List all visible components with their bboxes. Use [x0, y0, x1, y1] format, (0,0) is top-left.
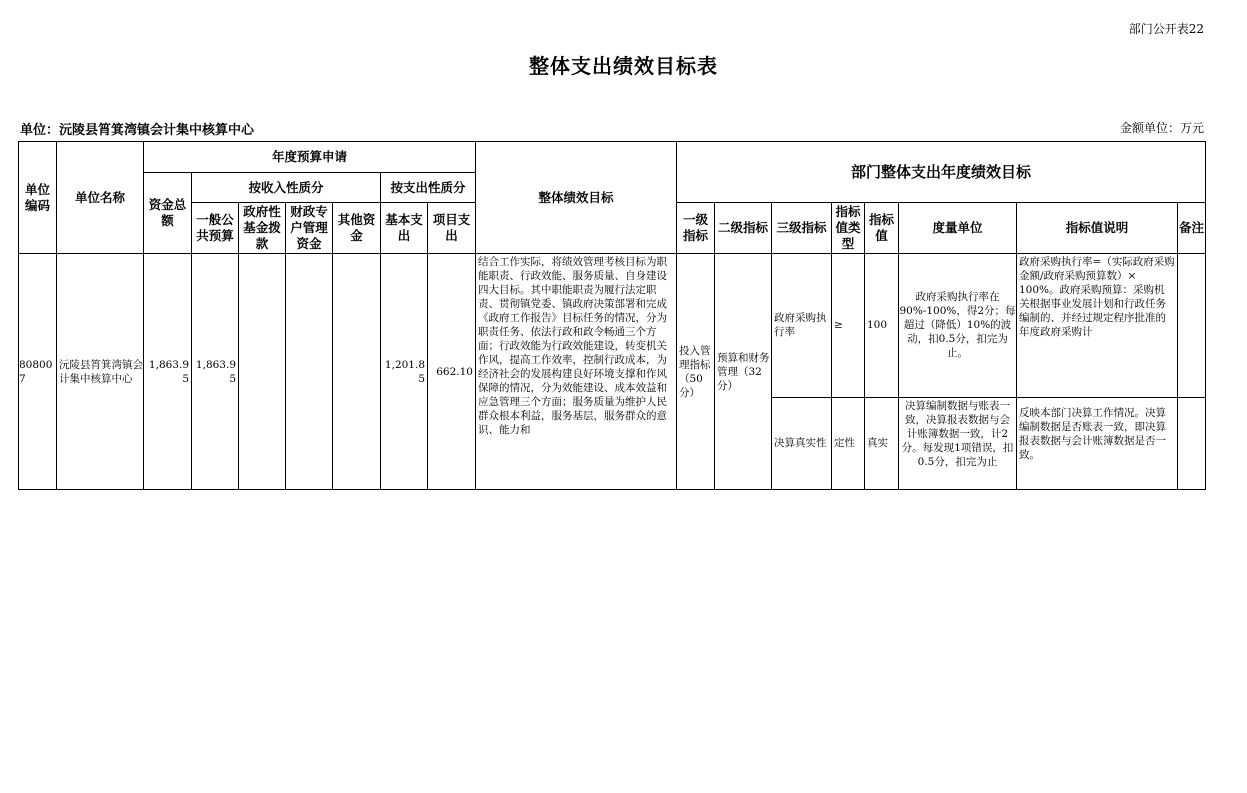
- cell-value-1: 100: [865, 254, 899, 398]
- header-by-expense: 按支出性质分: [381, 173, 476, 203]
- header-total-funds: 资金总额: [144, 173, 192, 254]
- cell-basic-expense: 1,201.85: [381, 254, 428, 490]
- header-other-fund: 其他资金: [333, 203, 381, 254]
- header-overall-goal: 整体绩效目标: [476, 142, 677, 254]
- header-value-desc: 指标值说明: [1017, 203, 1178, 254]
- form-number: 部门公开表22: [1128, 22, 1204, 36]
- header-value: 指标值: [865, 203, 899, 254]
- header-level3: 三级指标: [772, 203, 832, 254]
- header-dept-target: 部门整体支出年度绩效目标: [677, 142, 1206, 203]
- amount-unit: 金额单位：万元: [1119, 121, 1204, 135]
- cell-special-fund: [286, 254, 333, 490]
- header-general-budget: 一般公共预算: [192, 203, 239, 254]
- cell-general-budget: 1,863.95: [192, 254, 239, 490]
- cell-remark-2: [1178, 397, 1206, 489]
- header-by-income: 按收入性质分: [192, 173, 381, 203]
- unit-label: 单位：沅陵县筲箕湾镇会计集中核算中心: [20, 123, 255, 138]
- header-remark: 备注: [1178, 203, 1206, 254]
- page-title: 整体支出绩效目标表: [529, 54, 718, 78]
- header-value-type: 指标值类型: [832, 203, 865, 254]
- cell-value-2: 真实: [865, 397, 899, 489]
- cell-overall-goal: [476, 254, 677, 490]
- value-desc-1-text: 政府采购执行率=（实际政府采购金额/政府采购预算数）× 100%。政府采购预算：采购机关根据事业发展计划和行政任务编制的、并经过规定程序批准的年度政府采购计: [1019, 256, 1175, 338]
- header-measure-unit: 度量单位: [899, 203, 1017, 254]
- overall-goal-text: 结合工作实际，将绩效管理考核目标为职能职责、行政效能、服务质量、自身建设四大目标。其中职能职责为履行法定职责、贯彻镇党委、镇政府决策部署和完成《政府工作报告》目标任务的情况，分为职责任务、依法行政和政令畅通三个方面；行政效能为行政效能建设，转变机关作风，提高工作效率，控制行政成本，为经济社会的发展构建良好环境支撑和作风保障的情况，分为效能建设、成本效益和应急管理三个方面；服务质量为维护人民群众根本利益，服务基层，服务群众的意识、能力和: [478, 256, 667, 436]
- cell-measure-unit-1: 政府采购执行率在90%-100%，得2分；每超过（降低）10%的波动，扣0.5分，扣完为止。: [899, 254, 1017, 398]
- header-unit-code: 单位编码: [19, 142, 57, 254]
- cell-level1: 投入管理指标（50分）: [677, 254, 715, 490]
- cell-other-fund: [333, 254, 381, 490]
- cell-level2: 预算和财务管理（32分）: [715, 254, 772, 490]
- measure-unit-2-text: 决算编制数据与账表一致，决算报表数据与会计账簿数据一致，计2分。每发现1项错误，扣0.5分，扣完为止: [901, 399, 1014, 468]
- cell-unit-code: 808007: [19, 254, 57, 490]
- header-level2: 二级指标: [715, 203, 772, 254]
- header-unit-name: 单位名称: [57, 142, 144, 254]
- header-level1: 一级指标: [677, 203, 715, 254]
- header-basic-expense: 基本支出: [381, 203, 428, 254]
- cell-level3-2: 决算真实性: [772, 397, 832, 489]
- cell-value-desc-1: [1017, 254, 1178, 398]
- cell-project-expense: 662.10: [428, 254, 476, 490]
- header-project-expense: 项目支出: [428, 203, 476, 254]
- value-desc-2-text: 反映本部门决算工作情况。决算编制数据是否账表一致，即决算报表数据与会计账簿数据是否一致。: [1019, 406, 1166, 461]
- cell-value-type-1: ≥: [832, 254, 865, 398]
- cell-gov-fund: [239, 254, 286, 490]
- performance-table: [18, 141, 1206, 490]
- cell-measure-unit-2: [899, 397, 1017, 489]
- cell-value-desc-2: [1017, 397, 1178, 489]
- cell-level3-1: 政府采购执行率: [772, 254, 832, 398]
- cell-total-funds: 1,863.95: [144, 254, 192, 490]
- cell-remark-1: [1178, 254, 1206, 398]
- header-special-fund: 财政专户管理资金: [286, 203, 333, 254]
- cell-value-type-2: 定性: [832, 397, 865, 489]
- cell-unit-name: 沅陵县筲箕湾镇会计集中核算中心: [57, 254, 144, 490]
- header-gov-fund: 政府性基金拨款: [239, 203, 286, 254]
- header-annual-budget: 年度预算申请: [144, 142, 476, 173]
